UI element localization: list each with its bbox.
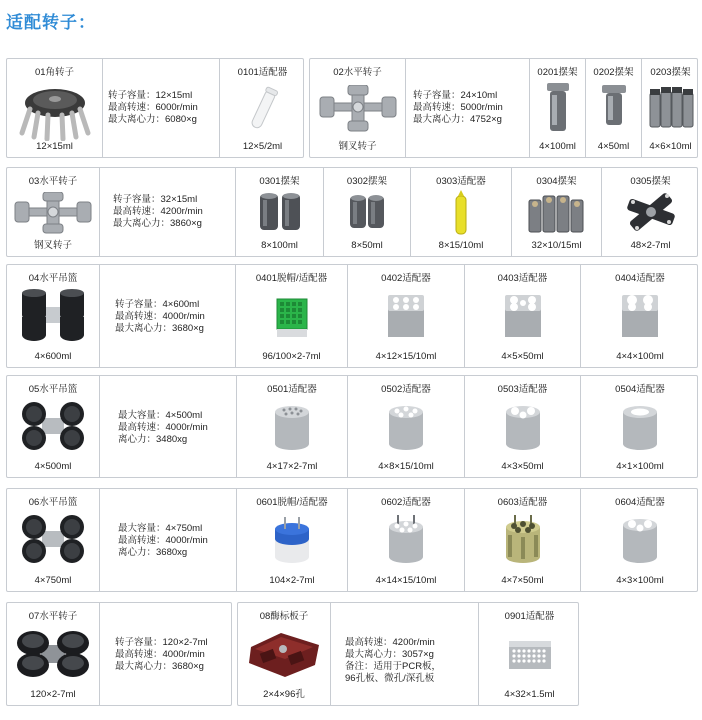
product-0504[interactable] (581, 376, 699, 477)
product-04[interactable] (7, 265, 100, 367)
product-0603[interactable] (465, 489, 581, 591)
product-0401[interactable] (236, 265, 348, 367)
product-title: 0504适配器 (615, 384, 665, 395)
specs-04 (100, 265, 236, 367)
product-title: 0202摆架 (593, 67, 634, 78)
product-07[interactable] (7, 603, 100, 705)
row-6-group-a (6, 602, 232, 706)
product-0901[interactable] (479, 603, 580, 705)
spec-speed: 最高转速：6000r/min (108, 102, 198, 113)
multi-bucket-icon (648, 85, 694, 131)
product-caption: 4×12×15/10ml (375, 351, 437, 362)
basket-rotor-icon (18, 287, 88, 343)
product-01[interactable] (7, 59, 103, 157)
product-05[interactable] (7, 376, 100, 477)
cylinder-adapter-icon (385, 404, 427, 452)
spec-force: 最大离心力：6080×g (108, 114, 197, 125)
product-caption: 4×14×15/10ml (375, 575, 437, 586)
bucket-icon (257, 190, 303, 234)
product-title: 01角转子 (34, 67, 75, 78)
product-title: 0402适配器 (381, 273, 431, 284)
product-caption: 4×3×50ml (501, 461, 544, 472)
product-08[interactable] (238, 603, 331, 705)
bucket-icon (599, 83, 629, 133)
swing-rotor-icon (318, 85, 398, 135)
product-title: 07水平转子 (28, 611, 78, 622)
product-caption: 104×2-7ml (269, 575, 315, 586)
block-adapter-icon (620, 293, 660, 339)
tube-adapter-icon (243, 85, 283, 135)
product-0402[interactable] (348, 265, 465, 367)
product-title: 08酶标板子 (259, 611, 309, 622)
spec-capacity: 最大容量：4×750ml (118, 523, 203, 534)
specs-03 (100, 168, 236, 256)
cylinder-adapter-icon (385, 513, 427, 567)
product-caption: 8×50ml (351, 240, 383, 251)
product-caption: 4×32×1.5ml (504, 689, 555, 700)
spec-capacity: 转子容量：32×15ml (113, 194, 198, 205)
row-4 (6, 375, 698, 478)
product-title: 05水平吊篮 (28, 384, 78, 395)
product-0101[interactable] (220, 59, 305, 157)
product-title: 0901适配器 (504, 611, 555, 622)
product-caption: 4×5×50ml (501, 351, 544, 362)
spec-force: 最大离心力：4752×g (413, 114, 502, 125)
product-0502[interactable] (348, 376, 465, 477)
yellow-adapter-icon (451, 190, 471, 238)
spec-force: 最大离心力：3860×g (113, 218, 202, 229)
block-adapter-icon (386, 293, 426, 339)
product-caption: 96/100×2-7ml (262, 351, 321, 362)
spec-speed: 最高转速：4000r/min (115, 649, 205, 660)
product-0403[interactable] (465, 265, 581, 367)
spec-speed: 最高转速：4200r/min (345, 637, 435, 648)
product-title: 03水平转子 (28, 176, 78, 187)
product-title: 0302摆架 (346, 176, 388, 187)
black-rotor-icon (15, 627, 91, 681)
spec-capacity: 转子容量：120×2-7ml (115, 637, 208, 648)
product-0303[interactable] (411, 168, 512, 256)
olive-adapter-icon (502, 513, 544, 567)
row-1-group-b (309, 58, 698, 158)
angle-rotor-icon (16, 81, 94, 141)
product-caption: 8×100ml (261, 240, 298, 251)
product-caption: 4×750ml (34, 575, 72, 586)
product-title: 0304摆架 (536, 176, 577, 187)
spec-note-cont: 96孔板、微孔/深孔板 (345, 673, 435, 684)
product-caption: 4×3×100ml (616, 575, 664, 586)
spec-capacity: 转子容量：24×10ml (413, 90, 498, 101)
product-title: 0404适配器 (615, 273, 665, 284)
product-title: 0301摆架 (259, 176, 300, 187)
product-0201[interactable] (530, 59, 586, 157)
product-0302[interactable] (324, 168, 411, 256)
product-title: 0602适配器 (381, 497, 431, 508)
row-5 (6, 488, 698, 592)
product-caption: 120×2-7ml (30, 689, 76, 700)
spec-speed: 最高转速：4000r/min (118, 535, 208, 546)
product-title: 0502适配器 (381, 384, 431, 395)
specs-05 (100, 376, 237, 477)
product-caption: 12×15ml (36, 141, 73, 152)
product-0203[interactable] (642, 59, 699, 157)
multi-bucket-icon (527, 192, 587, 236)
product-caption: 32×10/15ml (531, 240, 582, 251)
cylinder-adapter-icon (619, 404, 661, 452)
bucket-icon (543, 81, 573, 137)
product-title: 04水平吊篮 (28, 273, 78, 284)
row-6-group-b (237, 602, 579, 706)
spec-speed: 最高转速：4000r/min (115, 311, 205, 322)
specs-02 (406, 59, 530, 157)
product-title: 02水平转子 (333, 67, 382, 78)
spec-force: 离心力：3680xg (118, 547, 188, 558)
spec-capacity: 最大容量：4×500ml (118, 410, 203, 421)
row-1-group-a (6, 58, 304, 158)
product-0601[interactable] (237, 489, 348, 591)
product-caption: 4×100ml (539, 141, 576, 152)
product-0604[interactable] (581, 489, 699, 591)
product-0602[interactable] (348, 489, 465, 591)
product-title: 06水平吊篮 (28, 497, 78, 508)
product-title: 0201摆架 (537, 67, 578, 78)
product-caption: 4×500ml (34, 461, 72, 472)
product-caption: 4×17×2-7ml (266, 461, 318, 472)
spec-force: 最大离心力：3680×g (115, 323, 204, 334)
product-0304[interactable] (512, 168, 602, 256)
bucket-icon (347, 192, 387, 232)
product-title: 0604适配器 (615, 497, 665, 508)
product-caption: 4×7×50ml (501, 575, 544, 586)
product-title: 0203摆架 (650, 67, 691, 78)
cross-rotor-icon (623, 190, 679, 236)
product-title: 0305摆架 (630, 176, 671, 187)
product-caption: 钢叉转子 (33, 240, 72, 251)
spec-force: 最大离心力：3057×g (345, 649, 434, 660)
product-title: 0503适配器 (497, 384, 548, 395)
product-title: 0401脱帽/适配器 (255, 273, 328, 284)
plate-adapter-icon (507, 637, 553, 671)
product-title: 0601脱帽/适配器 (256, 497, 328, 508)
product-title: 0501适配器 (267, 384, 317, 395)
product-0404[interactable] (581, 265, 699, 367)
spec-force: 离心力：3480xg (118, 434, 188, 445)
product-caption: 钢叉转子 (338, 141, 377, 152)
product-caption: 48×2-7ml (630, 240, 671, 251)
product-caption: 4×6×10ml (649, 141, 692, 152)
product-title: 0403适配器 (497, 273, 548, 284)
spec-speed: 最高转速：5000r/min (413, 102, 503, 113)
spec-force: 最大离心力：3680×g (115, 661, 204, 672)
product-0301[interactable] (236, 168, 324, 256)
product-0202[interactable] (586, 59, 642, 157)
product-caption: 4×4×100ml (616, 351, 664, 362)
spec-capacity: 转子容量：4×600ml (115, 299, 200, 310)
row-2 (6, 167, 698, 257)
specs-07 (100, 603, 233, 705)
swing-rotor-icon (13, 192, 93, 236)
product-title: 0603适配器 (497, 497, 548, 508)
specs-01 (103, 59, 220, 157)
product-03[interactable] (7, 168, 100, 256)
product-02[interactable] (310, 59, 406, 157)
product-0503[interactable] (465, 376, 581, 477)
product-caption: 4×50ml (597, 141, 630, 152)
plate-rotor-icon (245, 627, 323, 681)
product-0305[interactable] (602, 168, 699, 256)
product-06[interactable] (7, 489, 100, 591)
page-title: 适配转子： (6, 13, 96, 32)
row-3 (6, 264, 698, 368)
product-caption: 2×4×96孔 (263, 689, 305, 700)
spec-note: 备注：适用于PCR板， (345, 661, 442, 672)
spec-capacity: 转子容量：12×15ml (108, 90, 193, 101)
basket-rotor-icon (18, 400, 88, 454)
spec-speed: 最高转速：4000r/min (118, 422, 208, 433)
product-caption: 8×15/10ml (438, 240, 484, 251)
product-caption: 12×5/2ml (242, 141, 283, 152)
specs-06 (100, 489, 237, 591)
cylinder-adapter-icon (619, 517, 661, 565)
specs-08 (331, 603, 479, 705)
product-title: 0303适配器 (436, 176, 486, 187)
blue-rack-icon (271, 515, 313, 567)
cylinder-adapter-icon (271, 404, 313, 452)
product-caption: 4×600ml (34, 351, 72, 362)
block-adapter-icon (503, 293, 543, 339)
product-caption: 4×1×100ml (616, 461, 664, 472)
basket-rotor-icon (18, 513, 88, 567)
green-rack-icon (275, 297, 309, 339)
product-title: 0101适配器 (237, 67, 288, 78)
spec-speed: 最高转速：4200r/min (113, 206, 203, 217)
product-0501[interactable] (237, 376, 348, 477)
product-caption: 4×8×15/10ml (378, 461, 434, 472)
cylinder-adapter-icon (502, 404, 544, 452)
